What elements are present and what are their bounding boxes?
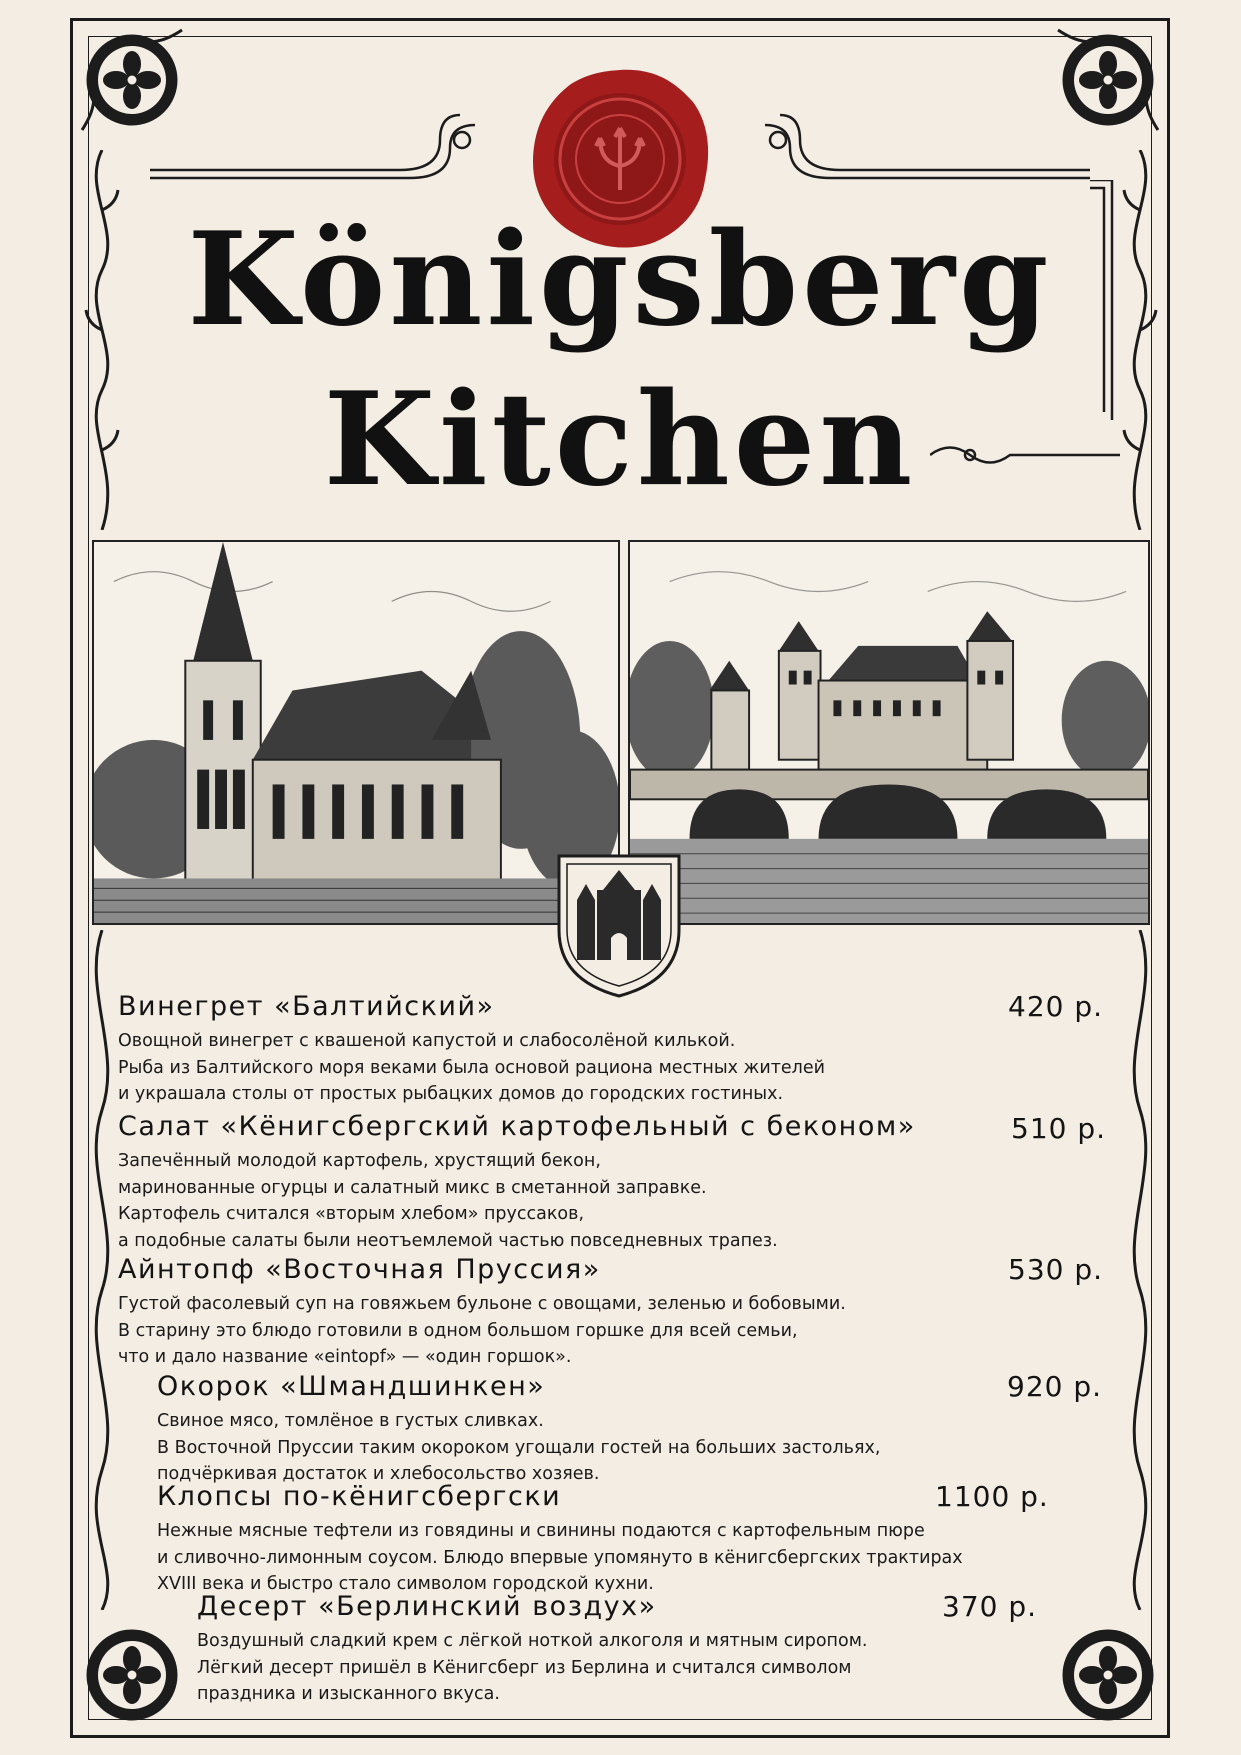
- description-line: Свиное мясо, томлёное в густых сливках.: [157, 1411, 544, 1431]
- description-line: Картофель считался «вторым хлебом» пруссаков,: [118, 1204, 585, 1224]
- description-line: Овощной винегрет с квашеной капустой и слабосолёной килькой.: [118, 1031, 736, 1051]
- menu-item-description: [118, 1028, 1108, 1108]
- menu-item-price: 1100 р.: [935, 1480, 1049, 1513]
- description-line: и украшала столы от простых рыбацких домов до городских гостиных.: [118, 1084, 784, 1104]
- menu-item-description: [197, 1628, 1097, 1708]
- top-right-flourish: [760, 100, 1090, 190]
- menu-item-description: [118, 1148, 1108, 1254]
- menu-item-description: [118, 1291, 1108, 1371]
- menu-item-price: 420 р.: [1008, 990, 1104, 1023]
- cathedral-engraving: [92, 540, 620, 925]
- menu-item-price: 920 р.: [1007, 1370, 1103, 1403]
- description-line: XVIII века и быстро стало символом городской кухни.: [157, 1574, 654, 1594]
- menu-item-name: Салат «Кёнигсбергский картофельный с беконом»: [118, 1111, 916, 1142]
- description-line: В Восточной Пруссии таким окороком угощали гостей на больших застольях,: [157, 1437, 881, 1458]
- description-line: Запечённый молодой картофель, хрустящий бекон,: [118, 1151, 601, 1171]
- left-vine-ornament-bottom: [82, 930, 122, 1610]
- menu-item: [118, 990, 1108, 1108]
- description-line: Рыба из Балтийского моря веками была основой рациона местных жителей: [118, 1057, 825, 1078]
- menu-item-name: Клопсы по-кёнигсбергски: [157, 1481, 562, 1512]
- left-vine-ornament-top: [82, 150, 122, 530]
- description-line: Лёгкий десерт пришёл в Кёнигсберг из Берлина и считался символом: [197, 1657, 852, 1678]
- description-line: В старину это блюдо готовили в одном большом горшке для всей семьи,: [118, 1320, 798, 1341]
- menu-item: [157, 1370, 1107, 1488]
- menu-item-description: [157, 1408, 1107, 1488]
- description-line: праздника и изысканного вкуса.: [197, 1684, 500, 1704]
- description-line: подчёркивая достаток и хлебосольство хозяев.: [157, 1464, 600, 1484]
- menu-item-name: Винегрет «Балтийский»: [118, 991, 495, 1022]
- menu-item-name: Окорок «Шмандшинкен»: [157, 1371, 546, 1402]
- corner-ornament-bottom-left: [72, 1615, 192, 1735]
- menu-item: [118, 1253, 1108, 1371]
- menu-item-name: Десерт «Берлинский воздух»: [197, 1591, 657, 1622]
- description-line: Густой фасолевый суп на говяжьем бульоне с овощами, зеленью и бобовыми.: [118, 1294, 846, 1314]
- description-line: Нежные мясные тефтели из говядины и свинины подаются с картофельным пюре: [157, 1521, 925, 1541]
- menu-item-description: [157, 1518, 1107, 1598]
- menu-item-price: 530 р.: [1008, 1253, 1104, 1286]
- menu-item: [197, 1590, 1097, 1708]
- description-line: Воздушный сладкий крем с лёгкой ноткой алкоголя и мятным сиропом.: [197, 1631, 868, 1651]
- restaurant-title-line-1: Königsberg: [187, 205, 1053, 355]
- menu-item-price: 510 р.: [1011, 1112, 1107, 1145]
- description-line: маринованные огурцы и салатный микс в сметанной заправке.: [118, 1177, 707, 1198]
- menu-item: [157, 1480, 1107, 1598]
- description-line: а подобные салаты были неотъемлемой частью повседневных трапез.: [118, 1230, 778, 1251]
- top-left-flourish: [150, 100, 480, 190]
- menu-item-name: Айнтопф «Восточная Пруссия»: [118, 1254, 601, 1285]
- description-line: и сливочно-лимонным соусом. Блюдо впервые упомянуто в кёнигсбергских трактирах: [157, 1547, 963, 1568]
- castle-bridge-engraving: [628, 540, 1150, 925]
- right-vine-ornament-top: [1120, 150, 1160, 530]
- restaurant-title-line-2: Kitchen: [323, 365, 917, 515]
- city-crest-emblem: [553, 850, 685, 1000]
- menu-item: [118, 1110, 1108, 1254]
- right-vine-ornament-bottom: [1120, 930, 1160, 1610]
- description-line: что и дало название «eintopf» — «один горшок».: [118, 1347, 572, 1367]
- menu-item-price: 370 р.: [942, 1590, 1038, 1623]
